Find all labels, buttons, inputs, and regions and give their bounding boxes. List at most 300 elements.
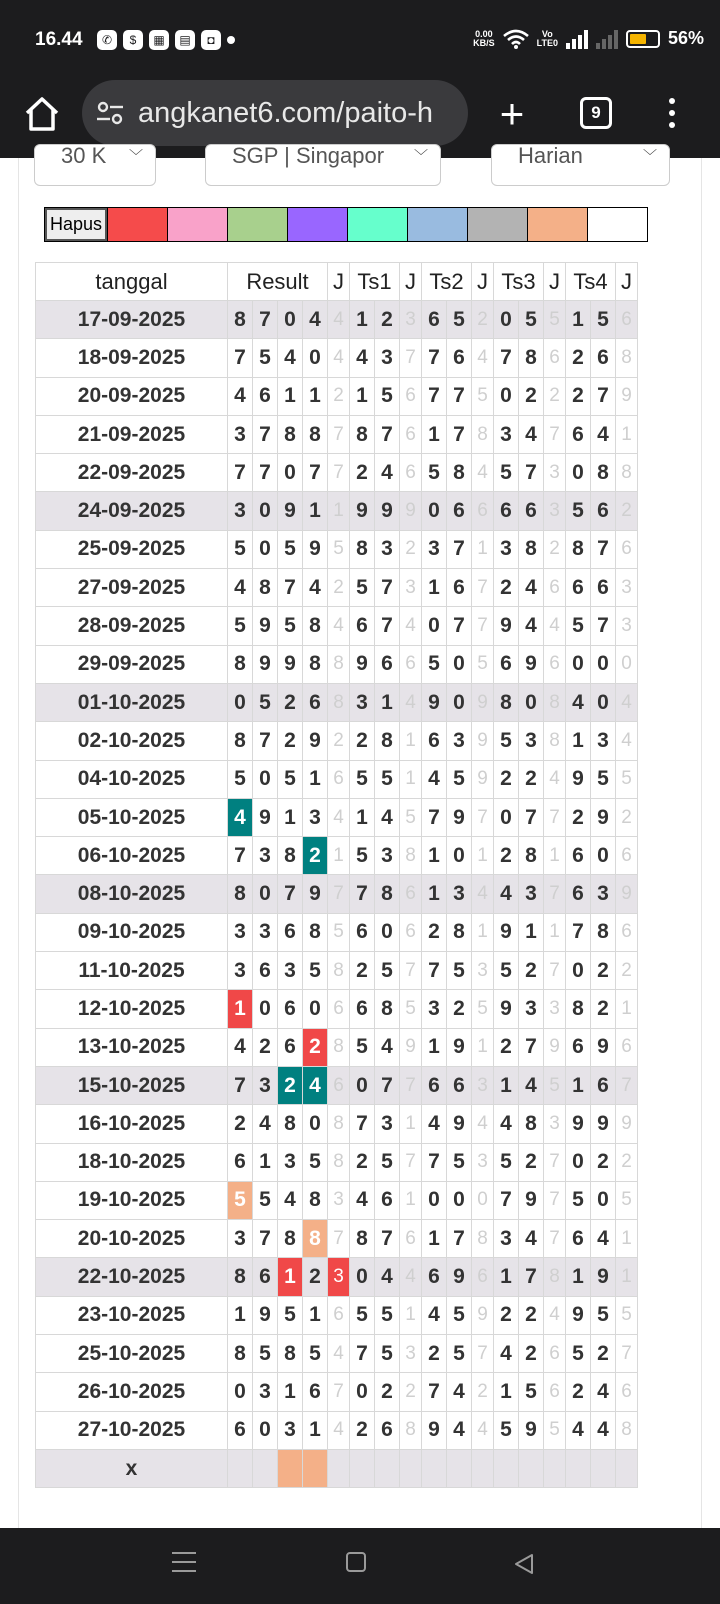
digit-cell[interactable]: 8	[566, 530, 591, 568]
digit-cell[interactable]: 2	[422, 1335, 447, 1373]
digit-cell[interactable]: 5	[566, 607, 591, 645]
digit-cell[interactable]: 8	[303, 607, 328, 645]
digit-cell[interactable]: 1	[494, 1258, 519, 1296]
jumlah-cell[interactable]: 3	[472, 952, 494, 990]
digit-cell[interactable]: 3	[278, 1411, 303, 1449]
digit-cell[interactable]: 3	[494, 1220, 519, 1258]
digit-cell[interactable]: 9	[303, 530, 328, 568]
home-nav-icon[interactable]	[346, 1552, 366, 1572]
digit-cell[interactable]: 1	[494, 1373, 519, 1411]
clear-colors-button[interactable]: Hapus	[45, 208, 107, 241]
color-swatch[interactable]	[347, 208, 407, 241]
jumlah-cell[interactable]: 6	[544, 1335, 566, 1373]
digit-cell[interactable]: 0	[228, 1373, 253, 1411]
jumlah-cell[interactable]: 8	[472, 1220, 494, 1258]
digit-cell[interactable]: 8	[566, 990, 591, 1028]
digit-cell[interactable]: 1	[422, 415, 447, 453]
jumlah-cell[interactable]: 8	[328, 952, 350, 990]
digit-cell[interactable]: 7	[350, 875, 375, 913]
digit-cell[interactable]: 5	[494, 1411, 519, 1449]
jumlah-cell[interactable]: 6	[400, 645, 422, 683]
digit-cell[interactable]: 3	[253, 837, 278, 875]
digit-cell[interactable]: 4	[494, 875, 519, 913]
digit-cell[interactable]: 6	[350, 990, 375, 1028]
digit-cell[interactable]: 6	[447, 492, 472, 530]
jumlah-cell[interactable]: 1	[544, 913, 566, 951]
digit-cell[interactable]: 6	[278, 913, 303, 951]
jumlah-cell[interactable]: 4	[472, 339, 494, 377]
digit-cell[interactable]: 5	[566, 1181, 591, 1219]
digit-cell[interactable]: 7	[350, 1335, 375, 1373]
digit-cell[interactable]: 0	[494, 798, 519, 836]
jumlah-cell[interactable]: 9	[616, 1105, 638, 1143]
digit-cell[interactable]: 1	[422, 837, 447, 875]
jumlah-cell[interactable]: 9	[472, 683, 494, 721]
digit-cell[interactable]: 4	[591, 1220, 616, 1258]
back-icon[interactable]	[512, 1552, 536, 1576]
jumlah-cell[interactable]: 4	[544, 1296, 566, 1334]
digit-cell[interactable]: 2	[566, 1373, 591, 1411]
jumlah-cell[interactable]: 3	[400, 301, 422, 339]
jumlah-cell[interactable]: 6	[616, 913, 638, 951]
digit-cell[interactable]: 0	[566, 645, 591, 683]
digit-cell[interactable]: 1	[278, 377, 303, 415]
digit-cell[interactable]: 4	[350, 1181, 375, 1219]
digit-cell[interactable]: 6	[253, 377, 278, 415]
digit-cell[interactable]: 6	[422, 722, 447, 760]
digit-cell[interactable]: 9	[591, 1028, 616, 1066]
digit-cell[interactable]: 3	[422, 990, 447, 1028]
jumlah-cell[interactable]: 7	[328, 875, 350, 913]
digit-cell[interactable]: 6	[447, 339, 472, 377]
digit-cell[interactable]: 5	[422, 645, 447, 683]
digit-cell[interactable]: 0	[447, 1181, 472, 1219]
digit-cell[interactable]: 0	[303, 1105, 328, 1143]
digit-cell[interactable]: 1	[278, 1373, 303, 1411]
digit-cell[interactable]: 7	[278, 569, 303, 607]
jumlah-cell[interactable]: 4	[472, 1411, 494, 1449]
jumlah-cell[interactable]: 6	[616, 301, 638, 339]
jumlah-cell[interactable]: 8	[328, 1105, 350, 1143]
jumlah-cell[interactable]: 3	[616, 569, 638, 607]
digit-cell[interactable]: 1	[350, 798, 375, 836]
digit-cell[interactable]: 7	[253, 454, 278, 492]
jumlah-cell[interactable]: 7	[328, 415, 350, 453]
menu-icon[interactable]	[664, 96, 680, 132]
digit-cell[interactable]: 5	[253, 1181, 278, 1219]
digit-cell[interactable]: 5	[494, 454, 519, 492]
digit-cell[interactable]: 7	[375, 1066, 400, 1104]
digit-cell[interactable]: 9	[303, 722, 328, 760]
digit-cell[interactable]: 8	[228, 301, 253, 339]
jumlah-cell[interactable]: 5	[472, 377, 494, 415]
digit-cell[interactable]: 7	[253, 1220, 278, 1258]
jumlah-cell[interactable]: 1	[400, 760, 422, 798]
digit-cell[interactable]: 4	[422, 1296, 447, 1334]
jumlah-cell[interactable]: 5	[472, 645, 494, 683]
jumlah-cell[interactable]: 8	[328, 1028, 350, 1066]
jumlah-cell[interactable]: 2	[616, 798, 638, 836]
digit-cell[interactable]: 8	[228, 875, 253, 913]
jumlah-cell[interactable]: 9	[472, 1296, 494, 1334]
digit-cell[interactable]: 8	[228, 722, 253, 760]
digit-cell[interactable]: 4	[228, 798, 253, 836]
jumlah-cell[interactable]: 6	[400, 875, 422, 913]
jumlah-cell[interactable]: 6	[616, 1028, 638, 1066]
jumlah-cell[interactable]: 5	[400, 990, 422, 1028]
digit-cell[interactable]: 1	[566, 1066, 591, 1104]
digit-cell[interactable]: 4	[519, 607, 544, 645]
digit-cell[interactable]: 5	[494, 1143, 519, 1181]
jumlah-cell[interactable]: 6	[400, 1220, 422, 1258]
digit-cell[interactable]: 0	[278, 454, 303, 492]
digit-cell[interactable]: 0	[591, 1181, 616, 1219]
digit-cell[interactable]: 8	[519, 837, 544, 875]
digit-cell[interactable]: 0	[447, 837, 472, 875]
color-swatch[interactable]	[287, 208, 347, 241]
jumlah-cell[interactable]: 2	[400, 1373, 422, 1411]
digit-cell[interactable]: 3	[447, 722, 472, 760]
digit-cell[interactable]: 0	[447, 645, 472, 683]
digit-cell[interactable]: 3	[494, 530, 519, 568]
digit-cell[interactable]: 7	[422, 1143, 447, 1181]
digit-cell[interactable]: 9	[447, 1028, 472, 1066]
jumlah-cell[interactable]: 4	[400, 1258, 422, 1296]
digit-cell[interactable]: 9	[447, 798, 472, 836]
digit-cell[interactable]: 5	[422, 454, 447, 492]
digit-cell[interactable]: 2	[350, 722, 375, 760]
jumlah-cell[interactable]: 4	[400, 607, 422, 645]
digit-cell[interactable]: 3	[519, 990, 544, 1028]
digit-cell[interactable]: 5	[350, 569, 375, 607]
digit-cell[interactable]: 6	[566, 875, 591, 913]
digit-cell[interactable]: 0	[494, 301, 519, 339]
new-tab-icon[interactable]: +	[499, 90, 525, 137]
digit-cell[interactable]: 8	[447, 454, 472, 492]
digit-cell[interactable]: 7	[375, 1220, 400, 1258]
digit-cell[interactable]: 1	[566, 301, 591, 339]
digit-cell[interactable]: 7	[447, 607, 472, 645]
jumlah-cell[interactable]: 1	[472, 913, 494, 951]
digit-cell[interactable]: 3	[228, 913, 253, 951]
color-swatch[interactable]	[107, 208, 167, 241]
digit-cell[interactable]: 4	[591, 1411, 616, 1449]
digit-cell[interactable]: 2	[494, 569, 519, 607]
digit-cell[interactable]: 3	[375, 339, 400, 377]
digit-cell[interactable]: 8	[591, 454, 616, 492]
jumlah-cell[interactable]: 1	[472, 530, 494, 568]
digit-cell[interactable]: 2	[303, 1028, 328, 1066]
jumlah-cell[interactable]: 6	[616, 837, 638, 875]
digit-cell[interactable]: 0	[303, 339, 328, 377]
digit-cell[interactable]: 7	[519, 1028, 544, 1066]
digit-cell[interactable]: 3	[278, 1143, 303, 1181]
digit-cell[interactable]: 2	[519, 952, 544, 990]
digit-cell[interactable]: 4	[278, 1181, 303, 1219]
jumlah-cell[interactable]: 1	[544, 837, 566, 875]
jumlah-cell[interactable]: 0	[472, 1181, 494, 1219]
digit-cell[interactable]: 6	[494, 492, 519, 530]
digit-cell[interactable]: 9	[350, 492, 375, 530]
digit-cell[interactable]: 9	[253, 1296, 278, 1334]
jumlah-cell[interactable]: 6	[400, 454, 422, 492]
jumlah-cell[interactable]: 7	[544, 1220, 566, 1258]
digit-cell[interactable]: 5	[566, 492, 591, 530]
digit-cell[interactable]: 1	[422, 569, 447, 607]
jumlah-cell[interactable]: 2	[328, 569, 350, 607]
digit-cell[interactable]: 2	[591, 952, 616, 990]
digit-cell[interactable]: 9	[519, 645, 544, 683]
color-swatch[interactable]	[587, 208, 647, 241]
jumlah-cell[interactable]: 6	[472, 492, 494, 530]
jumlah-cell[interactable]: 6	[400, 913, 422, 951]
jumlah-cell[interactable]: 6	[472, 1258, 494, 1296]
digit-cell[interactable]: 7	[422, 1373, 447, 1411]
digit-cell[interactable]: 1	[422, 875, 447, 913]
digit-cell[interactable]: 8	[303, 415, 328, 453]
digit-cell[interactable]: 6	[566, 837, 591, 875]
market-select[interactable]: SGP | Singapor ﹀	[205, 144, 441, 186]
digit-cell[interactable]: 4	[494, 1105, 519, 1143]
digit-cell[interactable]: 4	[591, 415, 616, 453]
url-text[interactable]: angkanet6.com/paito-h	[138, 97, 434, 129]
digit-cell[interactable]: 2	[494, 760, 519, 798]
digit-cell[interactable]: 6	[253, 1258, 278, 1296]
digit-cell[interactable]: 2	[519, 1296, 544, 1334]
digit-cell[interactable]: 2	[494, 1296, 519, 1334]
address-bar[interactable]	[82, 80, 468, 146]
digit-cell[interactable]: 6	[422, 1066, 447, 1104]
digit-cell[interactable]: 6	[422, 1258, 447, 1296]
site-settings-icon[interactable]	[96, 101, 124, 125]
jumlah-cell[interactable]: 3	[400, 569, 422, 607]
digit-cell[interactable]: 8	[350, 530, 375, 568]
digit-cell[interactable]: 2	[591, 990, 616, 1028]
digit-cell[interactable]: 8	[278, 837, 303, 875]
jumlah-cell[interactable]: 4	[328, 1411, 350, 1449]
digit-cell[interactable]: 5	[519, 301, 544, 339]
jumlah-cell[interactable]: 5	[616, 760, 638, 798]
digit-cell[interactable]: 1	[375, 683, 400, 721]
digit-cell[interactable]: 2	[350, 1411, 375, 1449]
digit-cell[interactable]: 9	[253, 645, 278, 683]
digit-cell[interactable]: 5	[228, 607, 253, 645]
digit-cell[interactable]: 1	[519, 913, 544, 951]
digit-cell[interactable]: 4	[447, 1373, 472, 1411]
digit-cell[interactable]: 9	[566, 1296, 591, 1334]
digit-cell[interactable]: 5	[228, 530, 253, 568]
digit-cell[interactable]: 6	[422, 301, 447, 339]
jumlah-cell[interactable]: 7	[544, 798, 566, 836]
digit-cell[interactable]: 5	[350, 1296, 375, 1334]
home-icon[interactable]	[22, 94, 62, 134]
digit-cell[interactable]: 5	[303, 1335, 328, 1373]
digit-cell[interactable]: 5	[447, 760, 472, 798]
digit-cell[interactable]: 9	[350, 645, 375, 683]
jumlah-cell[interactable]: 4	[328, 339, 350, 377]
digit-cell[interactable]: 0	[566, 1143, 591, 1181]
digit-cell[interactable]: 6	[375, 1181, 400, 1219]
digit-cell[interactable]: 7	[375, 607, 400, 645]
digit-cell[interactable]: 0	[447, 683, 472, 721]
digit-cell[interactable]: 8	[278, 1220, 303, 1258]
digit-cell[interactable]: 4	[350, 339, 375, 377]
jumlah-cell[interactable]: 4	[400, 683, 422, 721]
digit-cell[interactable]: 7	[591, 530, 616, 568]
jumlah-cell[interactable]: 4	[472, 1105, 494, 1143]
digit-cell[interactable]: 8	[303, 1220, 328, 1258]
jumlah-cell[interactable]: 4	[328, 607, 350, 645]
digit-cell[interactable]: 9	[566, 1105, 591, 1143]
digit-cell[interactable]: 8	[519, 530, 544, 568]
digit-cell[interactable]: 2	[447, 990, 472, 1028]
digit-cell[interactable]: 5	[519, 1373, 544, 1411]
digit-cell[interactable]: 9	[253, 607, 278, 645]
jumlah-cell[interactable]: 6	[544, 1373, 566, 1411]
digit-cell[interactable]: 5	[375, 952, 400, 990]
digit-cell[interactable]: 6	[591, 492, 616, 530]
jumlah-cell[interactable]: 7	[544, 952, 566, 990]
digit-cell[interactable]: 5	[566, 1335, 591, 1373]
digit-cell[interactable]: 2	[350, 952, 375, 990]
digit-cell[interactable]: 1	[566, 1258, 591, 1296]
digit-cell[interactable]: 9	[591, 798, 616, 836]
jumlah-cell[interactable]: 2	[544, 377, 566, 415]
jumlah-cell[interactable]: 4	[544, 607, 566, 645]
digit-cell[interactable]: 8	[591, 913, 616, 951]
digit-cell[interactable]: 4	[566, 1411, 591, 1449]
digit-cell[interactable]: 8	[494, 683, 519, 721]
digit-cell[interactable]: 3	[228, 952, 253, 990]
digit-cell[interactable]: 5	[278, 1296, 303, 1334]
jumlah-cell[interactable]: 6	[544, 645, 566, 683]
digit-cell[interactable]: 7	[422, 377, 447, 415]
digit-cell[interactable]: 4	[375, 454, 400, 492]
jumlah-cell[interactable]: 4	[472, 454, 494, 492]
jumlah-cell[interactable]: 8	[328, 683, 350, 721]
digit-cell[interactable]: 1	[566, 722, 591, 760]
jumlah-cell[interactable]: 9	[544, 1028, 566, 1066]
digit-cell[interactable]: 6	[228, 1143, 253, 1181]
jumlah-cell[interactable]: 5	[544, 1066, 566, 1104]
digit-cell[interactable]: 5	[494, 952, 519, 990]
digit-cell[interactable]: 1	[303, 1411, 328, 1449]
digit-cell[interactable]: 6	[519, 492, 544, 530]
digit-cell[interactable]: 3	[350, 683, 375, 721]
digit-cell[interactable]: 0	[303, 990, 328, 1028]
digit-cell[interactable]: 8	[278, 1105, 303, 1143]
digit-cell[interactable]: 7	[278, 875, 303, 913]
digit-cell[interactable]: 9	[422, 1411, 447, 1449]
digit-cell[interactable]: 7	[422, 952, 447, 990]
digit-cell[interactable]: 4	[519, 1066, 544, 1104]
jumlah-cell[interactable]: 7	[544, 415, 566, 453]
digit-cell[interactable]: 5	[447, 952, 472, 990]
jumlah-cell[interactable]: 5	[544, 301, 566, 339]
jumlah-cell[interactable]: 7	[472, 1335, 494, 1373]
jumlah-cell[interactable]: 4	[328, 301, 350, 339]
jumlah-cell[interactable]: 7	[544, 1181, 566, 1219]
jumlah-cell[interactable]: 4	[544, 760, 566, 798]
digit-cell[interactable]: 1	[303, 377, 328, 415]
digit-cell[interactable]: 4	[228, 569, 253, 607]
digit-cell[interactable]: 5	[447, 301, 472, 339]
digit-cell[interactable]: 4	[566, 683, 591, 721]
digit-cell[interactable]: 5	[375, 760, 400, 798]
digit-cell[interactable]: 3	[253, 1373, 278, 1411]
digit-cell[interactable]: 0	[422, 607, 447, 645]
jumlah-cell[interactable]: 8	[400, 837, 422, 875]
digit-cell[interactable]: 4	[303, 301, 328, 339]
digit-cell[interactable]: 9	[278, 645, 303, 683]
jumlah-cell[interactable]: 6	[616, 530, 638, 568]
digit-cell[interactable]: 3	[519, 722, 544, 760]
digit-cell[interactable]: 8	[228, 1335, 253, 1373]
digit-cell[interactable]: 7	[422, 339, 447, 377]
digit-cell[interactable]: 4	[494, 1335, 519, 1373]
jumlah-cell[interactable]: 8	[400, 1411, 422, 1449]
digit-cell[interactable]: 2	[519, 1143, 544, 1181]
jumlah-cell[interactable]: 5	[328, 530, 350, 568]
jumlah-cell[interactable]: 2	[472, 1373, 494, 1411]
digit-cell[interactable]: 1	[303, 760, 328, 798]
digit-cell[interactable]: 5	[228, 1181, 253, 1219]
digit-cell[interactable]: 3	[375, 837, 400, 875]
digit-cell[interactable]: 5	[375, 1296, 400, 1334]
digit-cell[interactable]: 1	[422, 1220, 447, 1258]
digit-cell[interactable]: 0	[591, 683, 616, 721]
jumlah-cell[interactable]: 6	[400, 415, 422, 453]
jumlah-cell[interactable]: 3	[400, 1335, 422, 1373]
digit-cell[interactable]: 0	[253, 530, 278, 568]
jumlah-cell[interactable]: 3	[328, 1181, 350, 1219]
digit-cell[interactable]: 8	[278, 1335, 303, 1373]
digit-cell[interactable]: 5	[375, 1143, 400, 1181]
digit-cell[interactable]: 0	[591, 645, 616, 683]
digit-cell[interactable]: 7	[494, 1181, 519, 1219]
digit-cell[interactable]: 8	[350, 1220, 375, 1258]
digit-cell[interactable]: 9	[303, 875, 328, 913]
digit-cell[interactable]: 2	[519, 377, 544, 415]
digit-cell[interactable]: 6	[591, 569, 616, 607]
digit-cell[interactable]: 2	[278, 683, 303, 721]
digit-cell[interactable]: 6	[447, 569, 472, 607]
digit-cell[interactable]: 4	[519, 415, 544, 453]
jumlah-cell[interactable]: 7	[544, 1143, 566, 1181]
jumlah-cell[interactable]: 9	[400, 492, 422, 530]
digit-cell[interactable]: 3	[303, 798, 328, 836]
digit-cell[interactable]: 4	[375, 798, 400, 836]
digit-cell[interactable]: 7	[447, 1220, 472, 1258]
jumlah-cell[interactable]: 7	[472, 569, 494, 607]
digit-cell[interactable]: 4	[375, 1028, 400, 1066]
jumlah-cell[interactable]: 6	[544, 569, 566, 607]
digit-cell[interactable]: 4	[303, 569, 328, 607]
jumlah-cell[interactable]: 5	[544, 1411, 566, 1449]
jumlah-cell[interactable]: 1	[616, 990, 638, 1028]
digit-cell[interactable]: 6	[303, 683, 328, 721]
digit-cell[interactable]: 1	[278, 1258, 303, 1296]
digit-cell[interactable]: 2	[422, 913, 447, 951]
digit-cell[interactable]: 9	[566, 760, 591, 798]
jumlah-cell[interactable]: 1	[400, 1105, 422, 1143]
digit-cell[interactable]: 6	[278, 1028, 303, 1066]
jumlah-cell[interactable]: 8	[544, 683, 566, 721]
digit-cell[interactable]: 2	[566, 377, 591, 415]
jumlah-cell[interactable]: 1	[616, 415, 638, 453]
jumlah-cell[interactable]: 7	[472, 607, 494, 645]
digit-cell[interactable]: 7	[447, 530, 472, 568]
